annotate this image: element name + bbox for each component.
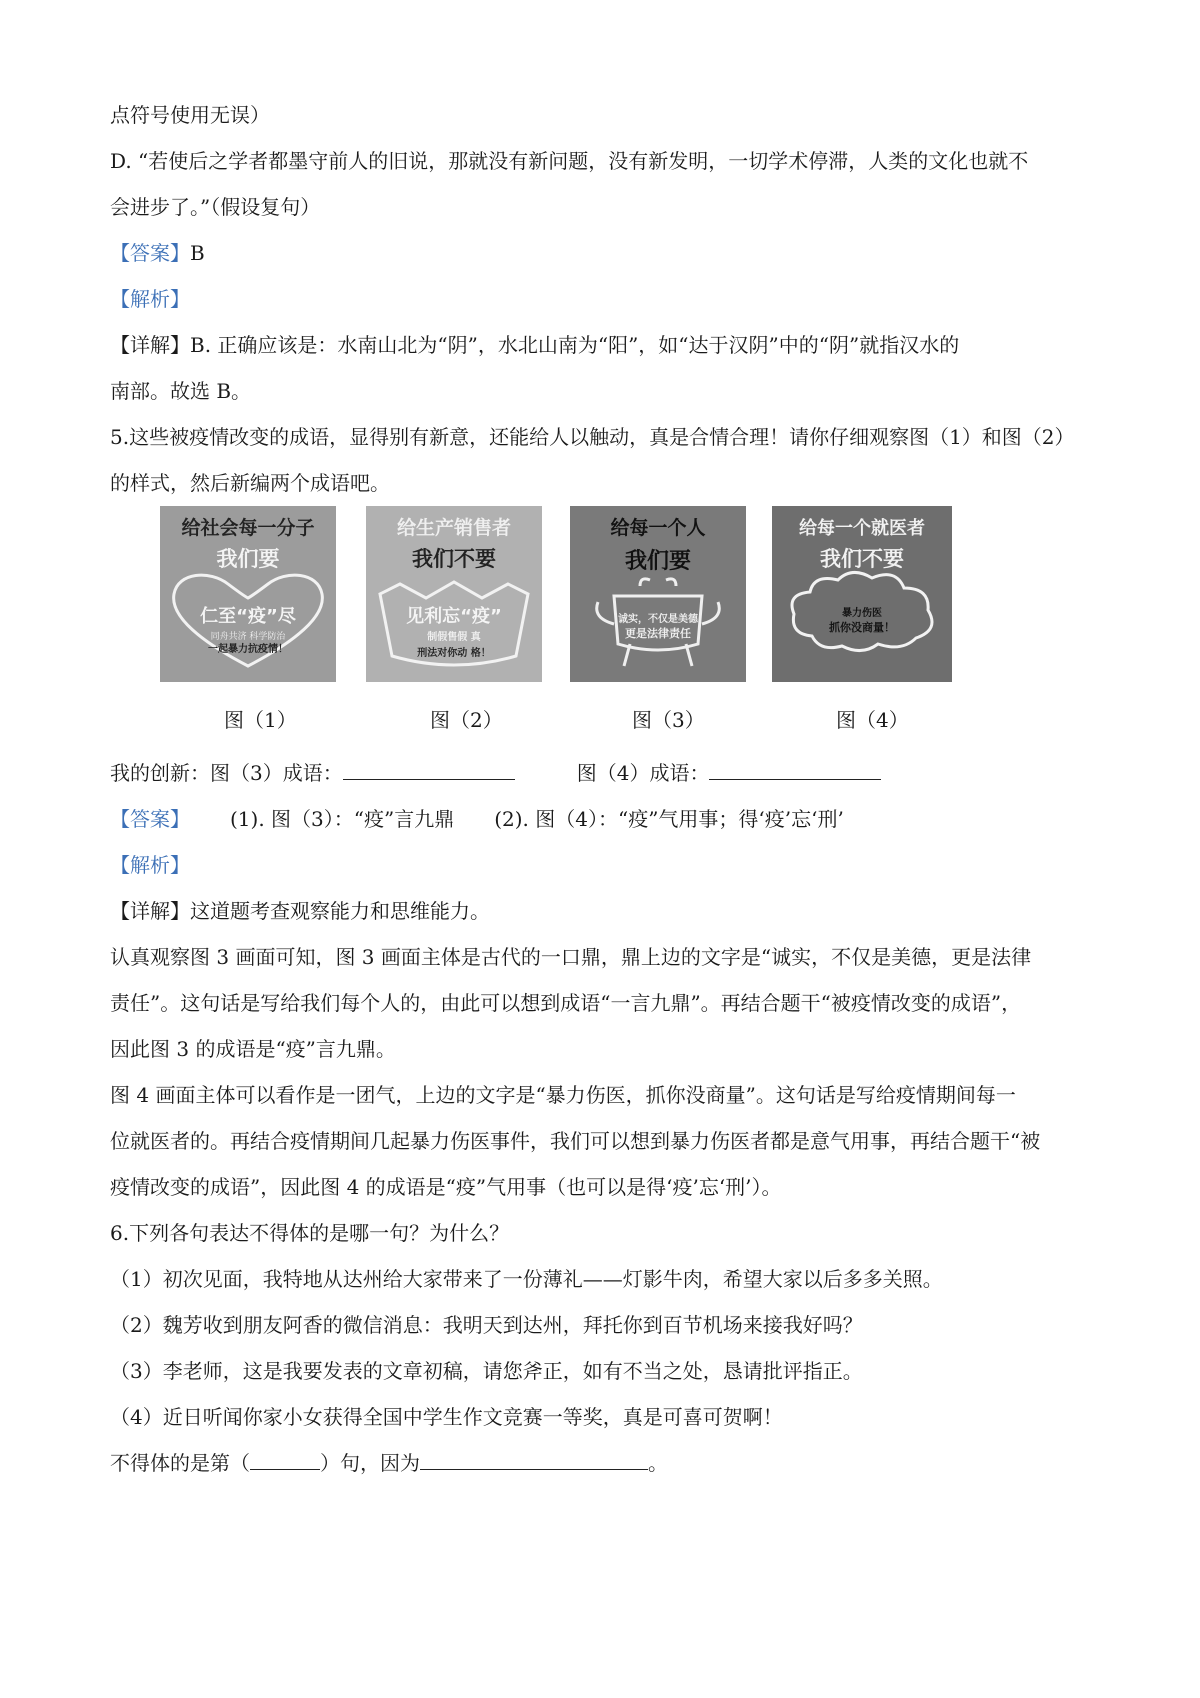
q5-answer bbox=[110, 796, 1100, 842]
text-line: 点符号使用无误） bbox=[110, 103, 270, 127]
text-line: 会进步了。”（假设复句） bbox=[110, 195, 321, 219]
figure-4 bbox=[772, 506, 952, 732]
blank-mid: ）句，因为 bbox=[320, 1451, 420, 1475]
question-5-stem: 5.这些被疫情改变的成语，显得别有新意，还能给人以触动，真是合情合理！请你仔细观察图（1）和图（2） bbox=[110, 425, 1075, 449]
figure-3 bbox=[570, 506, 746, 732]
blank-prefix: 不得体的是第（ bbox=[110, 1451, 250, 1475]
detail-text: 【详解】这道题考查观察能力和思维能力。 bbox=[110, 899, 490, 923]
detail-text: 疫情改变的成语”，因此图 4 的成语是“疫”气用事（也可以是得‘疫’忘‘刑’）。 bbox=[110, 1175, 782, 1199]
innovation-mid: 图（4）成语： bbox=[576, 761, 710, 785]
detail-text: 位就医者的。再结合疫情期间几起暴力伤医事件，我们可以想到暴力伤医者都是意气用事，再结合题干“被 bbox=[110, 1129, 1041, 1153]
question-6-stem: 6.下列各句表达不得体的是哪一句？为什么？ bbox=[110, 1221, 510, 1245]
poster-image bbox=[570, 506, 746, 682]
figure-2 bbox=[366, 506, 542, 732]
poster-top-text: 给生产销售者 bbox=[396, 517, 512, 539]
poster-top-text: 给每一个就医者 bbox=[799, 518, 925, 539]
answer-value: (1). 图（3）：“疫”言九鼎 bbox=[230, 807, 455, 831]
answer-label: 【答案】 bbox=[110, 241, 190, 265]
document-page bbox=[110, 92, 1100, 1486]
poster-mid-text: 我们不要 bbox=[820, 547, 904, 571]
poster-small-text: 抓你没商量！ bbox=[829, 621, 895, 634]
sentence-4: （4）近日听闻你家小女获得全国中学生作文竞赛一等奖，真是可喜可贺啊！ bbox=[110, 1405, 783, 1429]
poster-image bbox=[772, 506, 952, 682]
detail-text: 认真观察图 3 画面可知，图 3 画面主体是古代的一口鼎，鼎上边的文字是“诚实，不仅是美德，更是法律 bbox=[110, 945, 1032, 969]
sentence-3: （3）李老师，这是我要发表的文章初稿，请您斧正，如有不当之处，恳请批评指正。 bbox=[110, 1359, 863, 1383]
poster-small-text: 一起暴力抗疫情！ bbox=[208, 644, 288, 655]
figure-1 bbox=[160, 506, 336, 732]
poster-small-text: 同舟共济 科学防治 bbox=[210, 632, 286, 642]
detail-text: 图 4 画面主体可以看作是一团气，上边的文字是“暴力伤医，抓你没商量”。这句话是写给疫情期间每一 bbox=[110, 1083, 1016, 1107]
poster-small-text: 制假售假 真 bbox=[427, 632, 481, 643]
poster-mid-text: 我们要 bbox=[624, 549, 692, 574]
answer-value: (2). 图（4）：“疫”气用事；得‘疫’忘‘刑’ bbox=[494, 807, 844, 831]
reason-blank[interactable] bbox=[420, 1447, 648, 1470]
analysis-label: 【解析】 bbox=[110, 287, 190, 311]
poster-big-text: 仁至“疫”尽 bbox=[200, 606, 296, 627]
question-5-stem: 的样式，然后新编两个成语吧。 bbox=[110, 471, 390, 495]
poster-mid-text: 我们要 bbox=[216, 547, 280, 571]
detail-text: 责任”。这句话是写给我们每个人的，由此可以想到成语“一言九鼎”。再结合题干“被疫情改变的成语”， bbox=[110, 991, 1022, 1015]
detail-text: 因此图 3 的成语是“疫”言九鼎。 bbox=[110, 1037, 396, 1061]
detail-text: 南部。故选 B。 bbox=[110, 379, 252, 403]
answer-label: 【答案】 bbox=[110, 807, 190, 831]
answer-value: B bbox=[190, 241, 205, 265]
poster-big-text: 见利忘“疫” bbox=[406, 606, 502, 627]
poster-top-text: 给每一个人 bbox=[610, 517, 706, 539]
idiom-blank-3[interactable] bbox=[343, 757, 515, 780]
poster-image bbox=[160, 506, 336, 682]
poster-mid-text: 我们不要 bbox=[412, 547, 496, 571]
sentence-2: （2）魏芳收到朋友阿香的微信消息：我明天到达州，拜托你到百节机场来接我好吗？ bbox=[110, 1313, 863, 1337]
figure-caption: 图（1） bbox=[224, 708, 297, 732]
blank-suffix: 。 bbox=[648, 1451, 668, 1475]
poster-small-text: 暴力伤医 bbox=[842, 608, 882, 619]
figure-caption: 图（3） bbox=[632, 708, 705, 732]
poster-small-text: 更是法律责任 bbox=[625, 627, 691, 640]
innovation-prefix: 我的创新：图（3）成语： bbox=[110, 761, 343, 785]
analysis-label: 【解析】 bbox=[110, 853, 190, 877]
poster-top-text: 给社会每一分子 bbox=[181, 517, 315, 539]
poster-small-text: 刑法对你动 格！ bbox=[417, 648, 491, 659]
innovation-line bbox=[110, 750, 1100, 796]
sentence-number-blank[interactable] bbox=[250, 1447, 320, 1470]
q6-answer-line bbox=[110, 1440, 1100, 1486]
q4-answer bbox=[110, 230, 1100, 276]
figure-caption: 图（2） bbox=[430, 708, 503, 732]
figure-row bbox=[110, 506, 1100, 750]
poster-small-text: 诚实，不仅是美德 bbox=[618, 614, 698, 625]
poster-image bbox=[366, 506, 542, 682]
sentence-1: （1）初次见面，我特地从达州给大家带来了一份薄礼——灯影牛肉，希望大家以后多多关照。 bbox=[110, 1267, 943, 1291]
option-d: D. “若使后之学者都墨守前人的旧说，那就没有新问题，没有新发明，一切学术停滞，人类的文化也就不 bbox=[110, 149, 1029, 173]
idiom-blank-4[interactable] bbox=[709, 757, 881, 780]
figure-caption: 图（4） bbox=[836, 708, 909, 732]
detail-text: 【详解】B. 正确应该是：水南山北为“阴”，水北山南为“阳”，如“达于汉阴”中的“阴”就指汉水的 bbox=[110, 333, 960, 357]
